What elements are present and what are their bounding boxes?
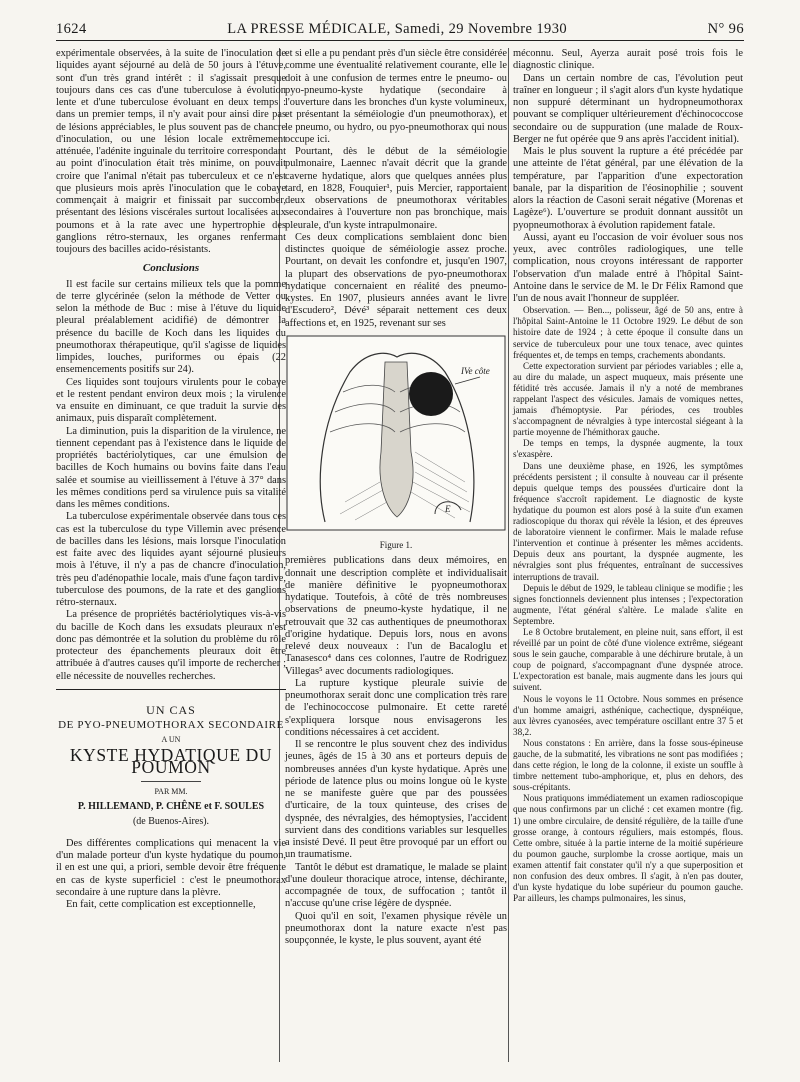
paragraph: La tuberculose expérimentale observée dans tous ces cas est la tuberculose du type Villemin avec présence de bacilles dans les lésions, mais lorsque l'inoculation est faite avec des liquides ayant séjourné plusieurs mois à l'étuve, il n'y a pas de chancre d'inoculation, très peu d'adénopathie locale, mais d'une façon tardive, tuberculose des poumons, de la rate et des ganglions rétro-sternaux. (56, 511, 286, 608)
hydatid-cyst-shadow (409, 372, 453, 416)
article-main-title: KYSTE HYDATIQUE DU POUMON (69, 744, 273, 777)
article-title-block (56, 689, 286, 828)
paragraph: Il est facile sur certains milieux tels que la pomme de terre glycérinée (selon la méthode de Vetter ou selon la méthode de Buc : mise à l'étuve du liquide pleural préalablement acidifié) de démontrer la présence du bacille de Koch dans les liquides du pneumothorax thérapeutique, qu'il s'agisse de liquides limpides, louches, puriformes ou épais (22 ensemencements positifs sur 24). (56, 278, 286, 376)
observation-paragraph: Depuis le début de 1929, le tableau clinique se modifie ; les signes fonctionnels deviennent plus intenses ; l'expectoration augmente, l'état général s'altère. Le malade s'alite en Septembre. (513, 582, 743, 626)
observation-paragraph: Nous le voyons le 11 Octobre. Nous sommes en présence d'un homme amaigri, asthénique, cachectique, dyspnéique, aux lèvres cyanosées, avec température oscillant entre 37 5 et 38,2. (513, 693, 743, 737)
column-divider (508, 48, 509, 1062)
observation-paragraph: Nous pratiquons immédiatement un examen radioscopique que nous confirmons par un cliché : cet examen montre (fig. 1) une ombre circulaire, de densité régulière, de la taille d'une grosse orange, à contours réguliers, mais estompés, flous. Cette ombre, située à la partie interne de la moitié supérieure du poumon gauche, surplombe la crosse aortique, mais un examen attentif fait constater qu'il n'y a que superposition et non confusion des deux ombres. Il s'agit, à n'en pas douter, d'un kyste hydatique du lobe supérieur du poumon gauche. Par ailleurs, les champs pulmonaires, les sinus, (513, 793, 743, 904)
by-label: PAR MM. (154, 787, 188, 796)
paragraph: premières publications dans deux mémoires, en donnait une description complète et individualisait de manière définitive le pyopneumothorax hydatique. Toutefois, à côté de très nombreuses observations de pneumo-kyste hydatique, il ne retrouvait que 32 cas authentiques de pneumothorax d'origine hydatique. Depuis lors, nous en avons relevé deux nouveaux : l'un de Bacaloglu et Tanasesco⁴ dans ces colonnes, l'autre de Rodriguez Villegas⁵ avec documents radiologiques. (285, 555, 507, 677)
stomach-label: E (445, 503, 451, 514)
paragraph: Aussi, ayant eu l'occasion de voir évoluer sous nos yeux, avec contrôles radiologiques, une telle complication, nous croyons intéressant de rapporter l'observation d'un malade entré à l'hôpital Saint-Antoine dans le service de M. le Dr Félix Ramond que l'un de nous avait l'honneur de suppléer. (513, 231, 743, 304)
title-rule (141, 781, 201, 782)
observation-paragraph: Cette expectoration survient par périodes variables ; elle a, au dire du malade, un aspect muqueux, mais présente une fétidité très accusée. Jamais il n'y a noté de membranes rappelant l'aspect des vésicules. Jamais de vomiques nettes, jamais d'hémoptysie. Par périodes, ces troubles s'accompagnent de névralgies à type intercostal siégeant à la partie moyenne de l'hémithorax gauche. (513, 360, 743, 438)
observation-paragraph: Observation. — Ben..., polisseur, âgé de 50 ans, entre à l'hôpital Saint-Antoine le 11 Octobre 1929. Le début de son histoire date de 1924 ; à cette époque il consulte dans un service de tuberculeux pour une toux tenace, avec quintes fréquentes et, de temps en temps, crachements abondants. (513, 305, 743, 360)
paragraph: La rupture kystique pleurale suivie de pneumothorax serait donc une complication très rare de l'echinococcose pulmonaire. Et cette rareté s'expliquera lorsque nous envisagerons les conditions nécessaires à cet accident. (285, 677, 507, 738)
section-title: Conclusions (142, 262, 200, 275)
rib-label: IVe côte (461, 365, 490, 376)
observation-section (513, 305, 743, 904)
mediastinum-shadow (380, 362, 413, 517)
journal-title: LA PRESSE MÉDICALE, Samedi, 29 Novembre 1930 (227, 21, 567, 37)
paragraph: et si elle a pu pendant près d'un siècle être considérée comme une éventualité relativement courante, elle le doit à une confusion de termes entre le pneumo- ou pyo-pneumo-kyste hydatique (secondaire à l'ouverture dans les bronches d'un kyste volumineux, et présentant la séméiologie d'un pneumothorax), et le pneumo, ou hydro, ou pyo-pneumothorax qui nous occupe ici. (285, 48, 507, 145)
paragraph: Il se rencontre le plus souvent chez des individus jeunes, âgés de 15 à 30 ans et porteurs depuis de nombreuses années d'un kyste hydatique. Après une période de latence plus ou moins longue où le kyste ne se manifeste guère que par des poussées d'urticaire, de la toux quinteuse, des crises de dyspnée, des névralgies, des hémoptysies, l'accident survient dans des conditions variables sur lesquelles a insisté Devé. Il peut être provoqué par un effort ou un traumatisme. (285, 739, 507, 861)
article-authors: P. HILLEMAND, P. CHÊNE et F. SOULES (77, 801, 265, 813)
paragraph: Tantôt le début est dramatique, le malade se plaint d'une douleur thoracique atroce, intense, déchirante, accompagnée de toux, de suffocation ; tantôt il n'accuse qu'une crise légère de dyspnée. (285, 861, 507, 910)
paragraph: La présence de propriétés bactériolytiques vis-à-vis du bacille de Koch dans les exsudats pleuraux n'est donc pas démontrée et la solution du problème du rôle protecteur des épanchements pleuraux doit être attribuée à d'autres causes qu'il importe de rechercher ; elle nécessite de nouvelles recherches. (56, 609, 286, 682)
paragraph: Mais le plus souvent la rupture a été précédée par une atteinte de l'état général, par une élévation de la température, par l'apparition d'une expectoration banale, par la disparition de l'éosinophilie ; souvent alors la réaction de Casoni serait négative (Morenas et Lagèze⁶). L'ouverture se produit donnant aussitôt un pyopneumothorax à évolution rapidement fatale. (513, 146, 743, 231)
page-header (56, 16, 744, 38)
observation-paragraph: Le 8 Octobre brutalement, en pleine nuit, sans effort, il est réveillé par un point de côté d'une violence extrême, siégeant sous le sein gauche, comparable à une déchirure brutale, à un coup de poignard, s'accompagnant d'une dyspnée atroce. L'expectoration est banale, mais augmente dans les jours qui suivent. (513, 626, 743, 693)
paragraph: En fait, cette complication est exceptionnelle, (66, 899, 256, 910)
paragraph: Ces deux complications semblaient donc bien distinctes quoique de séméiologie assez proche. Pourtant, on devait les confondre et, jusqu'en 1907, la plupart des observations de pyo-pneumothorax hydatique concernaient en réalité des pneumo-kystes. En 1907, plusieurs années avant le livre d'Escudero², Dévé³ séparait nettement ces deux affections et, en 1925, revenant sur ses (285, 231, 507, 329)
column-2 (285, 48, 507, 947)
observation-paragraph: Nous constatons : En arrière, dans la fosse sous-épineuse gauche, de la submatité, les vibrations ne sont pas modifiées ; dans cette région, le long de la colonne, il existe un souffle à timbre nettement tubo-amphorique, et, plus en dehors, des sous-crépitants. (513, 737, 743, 793)
article-subtitle: DE PYO-PNEUMOTHORAX SECONDAIRE (58, 719, 284, 731)
figure-caption: Figure 1. (379, 540, 413, 550)
observation-paragraph: Dans une deuxième phase, en 1926, les symptômes précédents persistent ; il consulte à nouveau car il présente depuis quelque temps des poussées d'urticaire dont la fréquence s'accroît rapidement. Le diagnostic de kyste hydatique du poumon est alors posé à la suite d'un examen radioscopique du thorax qui révèle la lésion, et des épreuves de laboratoire viennent le confirmer. Mais le malade refuse l'intervention et continue à présenter les mêmes accidents. Depuis deux ans pourtant, la dyspnée augmente, les névralgies sont plus fréquentes, entraînant de successives interruptions de travail. (513, 460, 743, 582)
article-title-a-un: A UN (161, 735, 181, 745)
observation-paragraph: De temps en temps, la dyspnée augmente, la toux s'exaspère. (513, 438, 743, 460)
article-title-un-cas: UN CAS (146, 702, 196, 717)
paragraph: Pourtant, dès le début de la séméiologie pulmonaire, Laennec n'avait décrit que la grande caverne hydatique, alors que quelques années plus tard, en 1828, Fouquier¹, puis Mercier, rapportaient deux observations de pneumothorax véritables secondaires à l'ouverture non pas bronchique, mais pleurale, d'un kyste intrapulmonaire. (285, 146, 507, 231)
paragraph: Ces liquides sont toujours virulents pour le cobaye et le restent pendant environ deux mois ; la virulence va ensuite en diminuant, ce que traduit la survie des animaux, puis disparaît complètement. (56, 376, 286, 425)
column-3 (513, 48, 743, 904)
paragraph: Des différentes complications qui menacent la vie d'un malade porteur d'un kyste hydatique du poumon, il en est une qui, a priori, semble devoir être fréquente en cas de kyste superficiel : c'est le pneumothorax secondaire à une rupture dans la plèvre. (56, 837, 286, 898)
paragraph: La diminution, puis la disparition de la virulence, ne tiennent cependant pas à l'existence dans le liquide de propriétés bactériolytiques, car une émulsion de bacilles de Koch humains ou bovins faite dans l'eau salée et soumise au vieillissement à l'étuve à 37° dans les mêmes conditions perd sa virulence puis sa vitalité dans les mêmes conditions. (56, 425, 286, 510)
issue-number: N° 96 (707, 21, 744, 37)
paragraph: Quoi qu'il en soit, l'examen physique révèle un pneumothorax dont la nature exacte n'est pas soupçonnée, le kyste, le plus souvent, ayant été (285, 910, 507, 946)
authors-location: (de Buenos-Aires). (132, 815, 210, 827)
paragraph: expérimentale observées, à la suite de l'inoculation de liquides ayant séjourné au delà de 50 jours à l'étuve, sont d'un très grand intérêt : il s'agissait presque toujours dans ces cas d'une tuberculose à évolution lente et d'une tuberculose évoluant en deux temps : dans un premier temps, il n'y avait pour ainsi dire pas de lésions appréciables, le plus souvent pas de chancre d'inoculation, ou une lésion locale extrêmement atténuée, l'adénite inguinale du territoire correspondant au point d'inoculation était très minime, on pouvait croire que l'animal n'était pas tuberculeux et ce n'est que plusieurs mois après l'inoculation que le cobaye commençait à maigrir et finissait par succomber, présentant des lésions viscérales surtout localisées aux poumons et à la rate avec une hypertrophie des ganglions rétro-sternaux, les organes renfermant toujours des bacilles acido-résistants. (56, 48, 286, 255)
radiograph-figure (285, 332, 507, 532)
page-number: 1624 (56, 21, 87, 37)
column-1 (56, 48, 286, 911)
header-rule (56, 40, 744, 41)
paragraph: Dans un certain nombre de cas, l'évolution peut traîner en longueur ; il s'agit alors d'un kyste hydatique non suppuré déterminant un hydropneumothorax pouvant se compliquer ultérieurement d'échinococcose secondaire ou de suppuration (une malade de Roux-Berger ne fut opérée que 9 ans après l'accident initial). (513, 72, 743, 145)
paragraph: méconnu. Seul, Ayerza aurait posé trois fois le diagnostic clinique. (513, 48, 743, 72)
